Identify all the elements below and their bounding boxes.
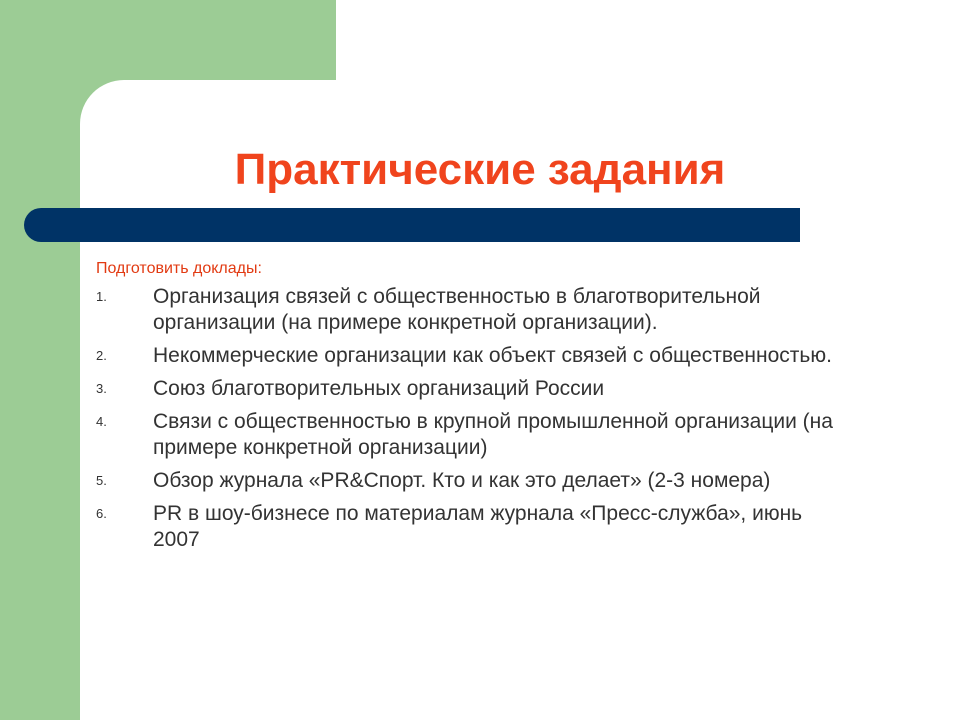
list-item xyxy=(96,501,836,553)
list-item-text: PR в шоу-бизнесе по материалам журнала «Пресс-служба», июнь 2007 xyxy=(153,502,803,551)
list-item-number: 2. xyxy=(96,348,107,363)
slide-title: Практические задания xyxy=(234,145,726,194)
list-item-text: Некоммерческие организации как объект связей с общественностью. xyxy=(153,344,832,367)
list-item-number: 5. xyxy=(96,473,107,488)
list-item-number: 3. xyxy=(96,381,107,396)
intro-text: Подготовить доклады: xyxy=(96,260,262,277)
list-item-number: 4. xyxy=(96,414,107,429)
list-item-text: Союз благотворительных организаций России xyxy=(153,377,605,400)
list-item xyxy=(96,376,836,402)
list-item xyxy=(96,409,836,461)
list-item-text: Организация связей с общественностью в благотворительной организации (на примере конкретной организации). xyxy=(153,285,761,334)
list-item xyxy=(96,468,836,494)
list-item xyxy=(96,343,836,369)
list-item-number: 1. xyxy=(96,289,107,304)
list-item xyxy=(96,284,836,336)
title-divider-bar xyxy=(24,208,800,242)
list-item-text: Обзор журнала «PR&Спорт. Кто и как это делает» (2-3 номера) xyxy=(153,469,771,492)
list-item-text: Связи с общественностью в крупной промышленной организации (на примере конкретной организации) xyxy=(153,410,833,459)
task-list xyxy=(96,284,836,560)
list-item-number: 6. xyxy=(96,506,107,521)
